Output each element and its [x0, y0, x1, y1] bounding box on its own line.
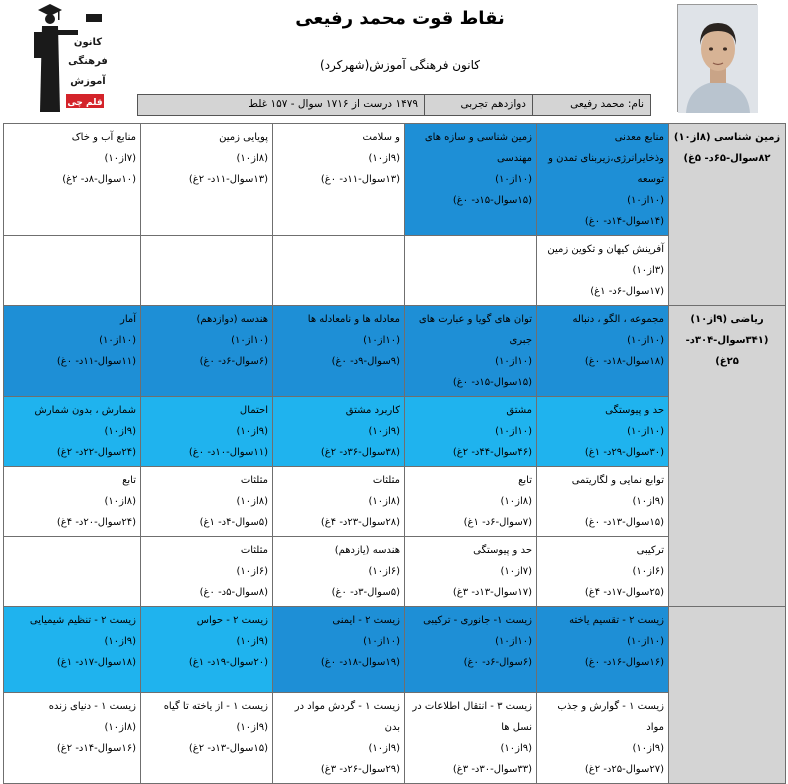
topic-cell — [273, 236, 405, 306]
topic-score: (۸از۱۰) — [368, 496, 400, 507]
topic-score: (۳از۱۰) — [632, 265, 664, 276]
topic-stats: (۳۳سوال-۳۰د- ۳غ) — [452, 764, 532, 775]
topic-stats: (۱۹سوال-۱۸د- ۰غ) — [320, 657, 400, 668]
student-name: نام: محمد رفیعی — [532, 95, 650, 115]
logo — [28, 2, 110, 114]
topic-stats: (۳۸سوال-۳۶د- ۲غ) — [320, 447, 400, 458]
table-row — [4, 467, 786, 537]
topic-cell — [405, 306, 537, 397]
topic-title: زیست ۲ - تنظیم شیمیایی — [29, 615, 136, 626]
topic-cell — [141, 607, 273, 693]
student-photo — [677, 4, 757, 112]
topic-score: (۸از۱۰) — [104, 496, 136, 507]
logo-text-ghalamchi: قلم چی — [67, 98, 103, 108]
topic-score: (۶از۱۰) — [368, 566, 400, 577]
table-row — [4, 306, 786, 397]
topic-score: (۸از۱۰) — [500, 496, 532, 507]
table-row — [4, 236, 786, 306]
topic-score: (۶از۱۰) — [236, 566, 268, 577]
topic-title: مثلثات — [240, 475, 268, 486]
page-title: نقاط قوت محمد رفیعی — [295, 8, 505, 29]
subject-label: زمین شناسی (۸از۱۰) ۸۲سوال-۶۵د- ۵غ) — [669, 124, 786, 306]
topic-title: زیست ۲ - تقسیم یاخته — [569, 615, 664, 626]
topic-cell — [273, 607, 405, 693]
topic-stats: (۲۵سوال-۱۷د- ۴غ) — [584, 587, 664, 598]
topic-stats: (۱۶سوال-۱۶د- ۰غ) — [584, 657, 664, 668]
topic-stats: (۲۸سوال-۲۳د- ۴غ) — [320, 517, 400, 528]
topic-stats: (۱۵سوال-۱۳د- ۰غ) — [584, 517, 664, 528]
topic-cell — [4, 467, 141, 537]
topic-stats: (۱۵سوال-۱۵د- ۰غ) — [452, 377, 532, 388]
topic-stats: (۴۶سوال-۴۴د- ۲غ) — [452, 447, 532, 458]
topic-stats: (۵سوال-۴د- ۱غ) — [199, 517, 268, 528]
topic-stats: (۱۱سوال-۱۱د- ۰غ) — [56, 356, 136, 367]
topic-title: تابع — [122, 475, 136, 486]
topic-stats: (۱۷سوال-۶د- ۱غ) — [590, 286, 664, 297]
topic-cell — [4, 124, 141, 236]
topic-cell — [141, 306, 273, 397]
topic-cell — [405, 124, 537, 236]
topic-score: (۱۰از۱۰) — [627, 636, 664, 647]
topic-cell — [4, 693, 141, 784]
topic-stats: (۲۰سوال-۱۹د- ۱غ) — [188, 657, 268, 668]
topic-score: (۹از۱۰) — [104, 636, 136, 647]
topic-cell — [141, 467, 273, 537]
topic-title: هندسه (یازدهم) — [334, 545, 400, 556]
topic-title: زیست ۱ - از یاخته تا گیاه — [163, 701, 268, 712]
topic-title: زیست ۱ - گوارش و جذب مواد — [557, 701, 664, 733]
topic-cell — [141, 397, 273, 467]
topic-score: (۱۰از۱۰) — [627, 195, 664, 206]
topic-score: (۹از۱۰) — [236, 636, 268, 647]
topic-score: (۱۰از۱۰) — [363, 335, 400, 346]
topic-stats: (۱۵سوال-۱۳د- ۲غ) — [188, 743, 268, 754]
topic-cell — [141, 124, 273, 236]
topic-cell — [405, 693, 537, 784]
topic-cell — [273, 124, 405, 236]
topic-score: (۱۰از۱۰) — [627, 426, 664, 437]
table-row — [4, 537, 786, 607]
topic-score: (۹از۱۰) — [632, 496, 664, 507]
topic-cell — [273, 467, 405, 537]
topic-stats: (۲۴سوال-۲۰د- ۴غ) — [56, 517, 136, 528]
topic-title: هندسه (دوازدهم) — [196, 314, 268, 325]
topic-title: زیست ۱ - گردش مواد در بدن — [294, 701, 400, 733]
topic-cell — [537, 607, 669, 693]
topic-stats: (۳۰سوال-۲۹د- ۱غ) — [584, 447, 664, 458]
topic-title: مجموعه ، الگو ، دنباله — [572, 314, 664, 325]
topic-cell — [537, 306, 669, 397]
topic-score: (۸از۱۰) — [104, 722, 136, 733]
topic-cell — [537, 467, 669, 537]
topic-title: مثلثات — [240, 545, 268, 556]
topic-cell — [537, 693, 669, 784]
student-grade: دوازدهم تجربی — [424, 95, 532, 115]
topic-stats: (۷سوال-۶د- ۱غ) — [463, 517, 532, 528]
overall-summary: ۱۴۷۹ درست از ۱۷۱۶ سوال - ۱۵۷ غلط — [248, 98, 418, 110]
topic-title: ترکیبی — [636, 545, 664, 556]
topic-stats: (۵سوال-۳د- ۰غ) — [331, 587, 400, 598]
topic-score: (۹از۱۰) — [368, 743, 400, 754]
topic-score: (۸از۱۰) — [236, 153, 268, 164]
topic-cell — [141, 537, 273, 607]
topic-score: (۱۰از۱۰) — [495, 356, 532, 367]
topic-title: زمین شناسی و سازه های مهندسی — [424, 132, 532, 164]
topic-title: آمار — [119, 314, 136, 325]
topic-cell — [537, 124, 669, 236]
topic-stats: (۱۸سوال-۱۷د- ۱غ) — [56, 657, 136, 668]
topic-cell — [405, 537, 537, 607]
topic-stats: (۱۵سوال-۱۵د- ۰غ) — [452, 195, 532, 206]
subject-label: ریاضی (۹از۱۰) (۳۴۱سوال-۳۰۴د- ۲۵غ) — [669, 306, 786, 607]
topic-stats: (۱۴سوال-۱۴د- ۰غ) — [584, 216, 664, 227]
topic-cell — [273, 537, 405, 607]
topic-title: آفرینش کیهان و تکوین زمین — [547, 244, 664, 255]
logo-text-kanoon: کانون — [73, 37, 103, 48]
topic-cell — [273, 693, 405, 784]
topic-score: (۹از۱۰) — [500, 743, 532, 754]
topic-score: (۹از۱۰) — [236, 426, 268, 437]
topic-score: (۱۰از۱۰) — [363, 636, 400, 647]
topic-score: (۸از۱۰) — [236, 496, 268, 507]
topic-stats: (۶سوال-۶د- ۰غ) — [463, 657, 532, 668]
topic-score: (۹از۱۰) — [104, 426, 136, 437]
topic-title: زیست ۱ - دنیای زنده — [48, 701, 136, 712]
table-row — [4, 607, 786, 693]
topic-score: (۱۰از۱۰) — [495, 426, 532, 437]
topic-cell — [405, 397, 537, 467]
topic-title: زیست ۲ - حواس — [196, 615, 268, 626]
topic-score: (۶از۱۰) — [632, 566, 664, 577]
topic-title: پویایی زمین — [219, 132, 268, 143]
topic-title: کاربرد مشتق — [345, 405, 400, 416]
topic-cell — [405, 236, 537, 306]
topic-cell — [405, 467, 537, 537]
topic-score: (۱۰از۱۰) — [99, 335, 136, 346]
table-row — [4, 124, 786, 236]
logo-text-farhangi: فرهنگی — [68, 56, 108, 67]
topic-stats: (۱۷سوال-۱۳د- ۳غ) — [452, 587, 532, 598]
topic-title: تابع — [518, 475, 532, 486]
topic-cell — [405, 607, 537, 693]
topic-cell — [4, 607, 141, 693]
topic-title: حد و پیوستگی — [605, 405, 664, 416]
topic-score: (۷از۱۰) — [104, 153, 136, 164]
topic-stats: (۱۶سوال-۱۴د- ۲غ) — [56, 743, 136, 754]
portrait-image — [678, 5, 758, 113]
topic-cell — [4, 537, 141, 607]
table-row — [4, 397, 786, 467]
topic-score: (۹از۱۰) — [368, 426, 400, 437]
topic-cell — [4, 236, 141, 306]
topic-stats: (۲۹سوال-۲۶د- ۳غ) — [320, 764, 400, 775]
topic-stats: (۶سوال-۶د- ۰غ) — [199, 356, 268, 367]
topic-title: منابع معدنی وذخایرانرژی،زیربنای تمدن و توسعه — [548, 132, 664, 185]
topic-score: (۱۰از۱۰) — [627, 335, 664, 346]
topic-title: احتمال — [239, 405, 268, 416]
topic-title: و سلامت — [362, 132, 400, 143]
topic-cell — [141, 236, 273, 306]
topic-score: (۹از۱۰) — [236, 722, 268, 733]
topic-score: (۱۰از۱۰) — [231, 335, 268, 346]
topic-stats: (۲۴سوال-۲۲د- ۲غ) — [56, 447, 136, 458]
logo-text-amoozesh: آموزش — [70, 76, 106, 87]
topic-score: (۷از۱۰) — [500, 566, 532, 577]
topic-score: (۱۰از۱۰) — [495, 174, 532, 185]
topic-title: توان های گویا و عبارت های جبری — [418, 314, 532, 346]
topic-stats: (۱۰سوال-۸د- ۲غ) — [62, 174, 136, 185]
topic-cell — [273, 306, 405, 397]
topic-stats: (۱۱سوال-۱۰د- ۰غ) — [188, 447, 268, 458]
topic-stats: (۱۸سوال-۱۸د- ۰غ) — [584, 356, 664, 367]
subject-label — [669, 607, 786, 784]
topic-title: مثلثات — [372, 475, 400, 486]
topic-cell — [141, 693, 273, 784]
topic-title: منابع آب و خاک — [71, 132, 136, 143]
topic-cell — [537, 537, 669, 607]
topic-title: زیست ۱- جانوری - ترکیبی — [423, 615, 532, 626]
topic-score: (۹از۱۰) — [368, 153, 400, 164]
topic-title: زیست ۲ - ایمنی — [332, 615, 400, 626]
topic-cell — [273, 397, 405, 467]
topic-cell — [4, 306, 141, 397]
topic-title: مشتق — [506, 405, 532, 416]
topic-cell — [4, 397, 141, 467]
student-info-bar — [137, 94, 651, 116]
page-subtitle: کانون فرهنگی آموزش(شهرکرد) — [320, 58, 480, 72]
topic-title: معادله ها و نامعادله ها — [307, 314, 400, 325]
topic-score: (۹از۱۰) — [632, 743, 664, 754]
topic-title: حد و پیوستگی — [473, 545, 532, 556]
topic-title: زیست ۳ - انتقال اطلاعات در نسل ها — [412, 701, 532, 733]
topic-stats: (۸سوال-۵د- ۰غ) — [199, 587, 268, 598]
topic-stats: (۹سوال-۹د- ۰غ) — [331, 356, 400, 367]
topic-title: شمارش ، بدون شمارش — [34, 405, 136, 416]
table-row — [4, 693, 786, 784]
topic-stats: (۱۳سوال-۱۱د- ۲غ) — [188, 174, 268, 185]
logo-graphic — [28, 2, 110, 114]
topic-cell — [537, 397, 669, 467]
topic-title: توابع نمایی و لگاریتمی — [571, 475, 664, 486]
strengths-table — [3, 123, 786, 784]
topic-stats: (۲۷سوال-۲۵د- ۲غ) — [584, 764, 664, 775]
topic-score: (۱۰از۱۰) — [495, 636, 532, 647]
topic-stats: (۱۳سوال-۱۱د- ۰غ) — [320, 174, 400, 185]
topic-cell — [537, 236, 669, 306]
